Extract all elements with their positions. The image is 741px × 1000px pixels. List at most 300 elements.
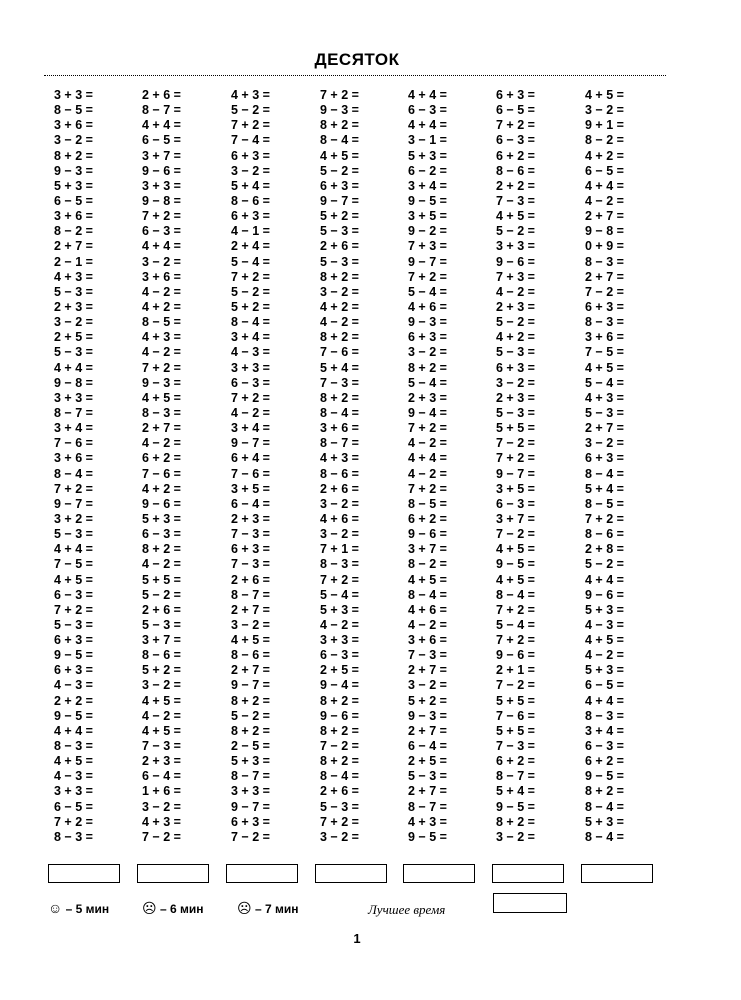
exercise-item: 4 + 2 =: [142, 299, 181, 314]
exercise-item: 7 + 2 =: [496, 118, 535, 133]
exercise-item: 4 − 2 =: [320, 617, 359, 632]
exercise-item: 3 + 5 =: [408, 209, 447, 224]
exercise-item: 5 + 3 =: [142, 511, 181, 526]
exercise-item: 4 + 5 =: [585, 633, 624, 648]
exercise-item: 3 − 2 =: [585, 103, 624, 118]
exercise-item: 3 − 2 =: [54, 315, 93, 330]
exercise-item: 4 − 2 =: [585, 193, 624, 208]
exercise-item: 7 + 2 =: [496, 633, 535, 648]
exercise-item: 8 − 3 =: [585, 708, 624, 723]
exercise-item: 4 + 5 =: [585, 88, 624, 102]
exercise-item: 3 − 2 =: [496, 829, 535, 844]
exercise-item: 4 − 2 =: [142, 284, 181, 299]
exercise-item: 8 − 6 =: [142, 648, 181, 663]
exercise-item: 7 − 3 =: [320, 375, 359, 390]
exercise-item: 7 + 2 =: [496, 602, 535, 617]
exercise-item: 8 + 2 =: [320, 118, 359, 133]
exercise-item: 9 − 4 =: [408, 405, 447, 420]
exercise-item: 3 + 3 =: [142, 178, 181, 193]
exercise-item: 4 − 2 =: [142, 557, 181, 572]
exercise-item: 7 − 6 =: [142, 466, 181, 481]
exercise-item: 7 + 1 =: [320, 542, 359, 557]
exercise-item: 5 − 3 =: [320, 799, 359, 814]
exercise-item: 4 + 3 =: [142, 330, 181, 345]
exercise-column: [496, 88, 576, 845]
exercise-item: 7 + 2 =: [585, 511, 624, 526]
exercise-item: 2 + 7 =: [585, 209, 624, 224]
exercise-item: 4 + 5 =: [585, 360, 624, 375]
exercise-item: 4 − 2 =: [496, 284, 535, 299]
exercise-item: 5 + 4 =: [585, 481, 624, 496]
exercise-item: 7 − 2 =: [320, 739, 359, 754]
exercise-item: 8 − 7 =: [496, 769, 535, 784]
exercise-item: 2 + 6 =: [320, 239, 359, 254]
exercise-item: 6 − 2 =: [408, 163, 447, 178]
exercise-item: 6 + 3 =: [231, 542, 270, 557]
exercise-item: 7 + 2 =: [408, 421, 447, 436]
exercise-item: 4 + 4 =: [54, 723, 93, 738]
exercise-item: 8 − 6 =: [320, 466, 359, 481]
exercise-item: 7 − 2 =: [496, 527, 535, 542]
exercise-item: 9 − 3 =: [142, 375, 181, 390]
exercise-item: 6 − 4 =: [231, 496, 270, 511]
exercise-item: 8 − 4 =: [585, 466, 624, 481]
exercise-item: 6 + 3 =: [585, 451, 624, 466]
exercise-item: 4 + 5 =: [496, 542, 535, 557]
exercise-item: 3 − 2 =: [142, 254, 181, 269]
exercise-item: 7 − 6 =: [54, 436, 93, 451]
exercise-column: [408, 88, 488, 845]
exercise-item: 6 − 4 =: [142, 769, 181, 784]
exercise-item: 7 − 4 =: [231, 133, 270, 148]
exercise-item: 4 + 5 =: [54, 572, 93, 587]
exercise-item: 5 − 4 =: [231, 254, 270, 269]
exercise-item: 9 − 6 =: [496, 648, 535, 663]
exercise-item: 2 + 7 =: [408, 784, 447, 799]
exercise-item: 5 + 5 =: [142, 572, 181, 587]
exercise-item: 3 + 4 =: [231, 330, 270, 345]
exercise-item: 9 − 6 =: [496, 254, 535, 269]
exercise-item: 6 + 3 =: [496, 360, 535, 375]
exercise-item: 8 − 5 =: [408, 496, 447, 511]
exercise-item: 9 − 7 =: [320, 193, 359, 208]
exercise-item: 0 + 9 =: [585, 239, 624, 254]
exercise-item: 3 + 4 =: [54, 421, 93, 436]
exercise-item: 6 − 3 =: [54, 587, 93, 602]
exercise-item: 4 + 5 =: [54, 754, 93, 769]
exercise-item: 3 + 7 =: [496, 511, 535, 526]
exercise-item: 5 + 3 =: [231, 754, 270, 769]
exercise-item: 9 − 8 =: [585, 224, 624, 239]
exercise-item: 8 + 2 =: [496, 814, 535, 829]
exercise-item: 9 − 3 =: [54, 163, 93, 178]
exercise-item: 3 + 4 =: [585, 723, 624, 738]
exercise-item: 4 + 5 =: [142, 723, 181, 738]
exercise-item: 9 − 6 =: [142, 163, 181, 178]
exercise-columns: [54, 88, 674, 858]
sad-face-icon: ☹: [237, 900, 252, 916]
exercise-item: 3 − 1 =: [408, 133, 447, 148]
exercise-item: 5 − 3 =: [320, 224, 359, 239]
exercise-item: 9 − 5 =: [54, 648, 93, 663]
exercise-item: 9 − 7 =: [408, 254, 447, 269]
exercise-item: 4 + 3 =: [408, 814, 447, 829]
exercise-item: 8 − 7 =: [320, 436, 359, 451]
answer-box[interactable]: [137, 864, 209, 883]
legend-text: – 6 мин: [156, 902, 204, 916]
exercise-item: 6 − 3 =: [496, 133, 535, 148]
exercise-item: 5 − 2 =: [142, 587, 181, 602]
exercise-item: 8 − 6 =: [496, 163, 535, 178]
exercise-item: 9 − 7 =: [231, 678, 270, 693]
exercise-item: 3 + 2 =: [54, 511, 93, 526]
exercise-item: 2 + 3 =: [496, 390, 535, 405]
exercise-item: 3 + 3 =: [54, 784, 93, 799]
exercise-item: 4 + 4 =: [142, 118, 181, 133]
exercise-item: 4 − 3 =: [54, 769, 93, 784]
exercise-item: 3 + 6 =: [54, 451, 93, 466]
exercise-item: 6 + 2 =: [496, 754, 535, 769]
exercise-item: 4 + 4 =: [408, 118, 447, 133]
exercise-item: 3 + 6 =: [54, 118, 93, 133]
exercise-item: 2 + 7 =: [231, 663, 270, 678]
exercise-item: 7 − 2 =: [142, 829, 181, 844]
exercise-item: 7 + 2 =: [408, 269, 447, 284]
exercise-item: 7 − 5 =: [54, 557, 93, 572]
exercise-item: 8 − 3 =: [54, 739, 93, 754]
exercise-item: 6 + 3 =: [496, 88, 535, 102]
answer-box[interactable]: [403, 864, 475, 883]
exercise-item: 7 − 3 =: [496, 739, 535, 754]
exercise-item: 8 + 2 =: [54, 148, 93, 163]
exercise-item: 7 + 2 =: [231, 390, 270, 405]
exercise-item: 6 + 3 =: [54, 663, 93, 678]
exercise-item: 2 + 3 =: [54, 299, 93, 314]
exercise-item: 5 − 4 =: [408, 284, 447, 299]
exercise-item: 8 + 2 =: [320, 723, 359, 738]
exercise-item: 5 − 2 =: [231, 103, 270, 118]
exercise-item: 9 − 5 =: [54, 708, 93, 723]
exercise-item: 5 − 3 =: [496, 345, 535, 360]
exercise-item: 8 − 2 =: [408, 557, 447, 572]
exercise-item: 6 − 5 =: [54, 193, 93, 208]
exercise-item: 5 + 3 =: [585, 602, 624, 617]
exercise-item: 8 − 5 =: [54, 103, 93, 118]
legend-5-min: [48, 900, 109, 916]
legend-text: – 7 мин: [251, 902, 299, 916]
exercise-item: 9 − 6 =: [585, 587, 624, 602]
exercise-item: 5 + 5 =: [496, 723, 535, 738]
page-number: 1: [353, 931, 361, 946]
exercise-item: 5 − 3 =: [54, 284, 93, 299]
exercise-item: 5 + 2 =: [231, 299, 270, 314]
exercise-item: 6 − 5 =: [496, 103, 535, 118]
exercise-item: 4 − 3 =: [231, 345, 270, 360]
exercise-item: 3 − 2 =: [408, 345, 447, 360]
exercise-item: 8 − 4 =: [585, 799, 624, 814]
exercise-item: 2 + 4 =: [231, 239, 270, 254]
exercise-item: 7 + 2 =: [54, 814, 93, 829]
exercise-item: 5 + 4 =: [231, 178, 270, 193]
exercise-item: 8 − 2 =: [585, 133, 624, 148]
exercise-item: 6 − 3 =: [142, 224, 181, 239]
exercise-item: 4 + 5 =: [231, 633, 270, 648]
exercise-item: 2 + 3 =: [496, 299, 535, 314]
exercise-item: 7 − 3 =: [231, 527, 270, 542]
exercise-item: 3 − 2 =: [408, 678, 447, 693]
exercise-item: 8 − 4 =: [585, 829, 624, 844]
exercise-item: 5 + 3 =: [320, 602, 359, 617]
exercise-item: 4 + 5 =: [496, 209, 535, 224]
exercise-item: 4 + 3 =: [231, 88, 270, 102]
exercise-item: 4 − 2 =: [408, 466, 447, 481]
exercise-item: 2 − 1 =: [54, 254, 93, 269]
exercise-item: 4 + 5 =: [142, 390, 181, 405]
exercise-item: 9 − 7 =: [54, 496, 93, 511]
exercise-item: 4 + 2 =: [496, 330, 535, 345]
exercise-item: 2 + 5 =: [54, 330, 93, 345]
exercise-item: 7 + 3 =: [496, 269, 535, 284]
exercise-item: 3 − 2 =: [142, 799, 181, 814]
exercise-item: 7 − 2 =: [496, 436, 535, 451]
exercise-item: 3 + 6 =: [320, 421, 359, 436]
exercise-item: 3 − 2 =: [320, 284, 359, 299]
exercise-item: 5 + 2 =: [408, 693, 447, 708]
exercise-item: 4 − 1 =: [231, 224, 270, 239]
exercise-item: 8 − 2 =: [54, 224, 93, 239]
legend-6-min: [142, 900, 203, 917]
exercise-item: 6 + 2 =: [585, 754, 624, 769]
dotted-divider: [44, 75, 666, 76]
exercise-item: 5 − 3 =: [54, 617, 93, 632]
legend-7-min: [237, 900, 298, 917]
exercise-item: 8 − 4 =: [54, 466, 93, 481]
exercise-item: 8 + 2 =: [231, 693, 270, 708]
exercise-item: 3 − 2 =: [496, 375, 535, 390]
exercise-item: 9 − 5 =: [408, 193, 447, 208]
exercise-item: 8 − 5 =: [142, 315, 181, 330]
exercise-item: 4 − 2 =: [408, 617, 447, 632]
exercise-item: 9 − 8 =: [142, 193, 181, 208]
exercise-item: 7 − 3 =: [142, 739, 181, 754]
exercise-item: 5 − 3 =: [585, 405, 624, 420]
exercise-item: 4 + 5 =: [320, 148, 359, 163]
exercise-item: 4 + 6 =: [320, 511, 359, 526]
exercise-item: 4 + 3 =: [54, 269, 93, 284]
exercise-item: 3 + 3 =: [231, 360, 270, 375]
exercise-item: 9 − 6 =: [142, 496, 181, 511]
exercise-item: 5 − 3 =: [320, 254, 359, 269]
exercise-item: 5 + 5 =: [496, 421, 535, 436]
exercise-item: 3 + 7 =: [142, 633, 181, 648]
exercise-item: 9 + 1 =: [585, 118, 624, 133]
exercise-item: 6 − 3 =: [231, 375, 270, 390]
exercise-item: 7 − 2 =: [496, 678, 535, 693]
exercise-item: 2 + 6 =: [142, 602, 181, 617]
exercise-item: 4 + 3 =: [585, 390, 624, 405]
exercise-item: 2 + 3 =: [231, 511, 270, 526]
exercise-item: 7 − 6 =: [231, 466, 270, 481]
exercise-column: [142, 88, 222, 845]
exercise-item: 2 + 6 =: [320, 481, 359, 496]
exercise-item: 4 + 5 =: [408, 572, 447, 587]
exercise-item: 4 + 2 =: [585, 148, 624, 163]
exercise-item: 4 − 2 =: [408, 436, 447, 451]
exercise-item: 7 + 2 =: [231, 269, 270, 284]
exercise-item: 8 − 4 =: [231, 315, 270, 330]
exercise-item: 8 − 3 =: [585, 254, 624, 269]
exercise-item: 8 − 3 =: [54, 829, 93, 844]
exercise-item: 8 − 7 =: [231, 587, 270, 602]
exercise-item: 6 − 3 =: [585, 739, 624, 754]
exercise-item: 4 − 3 =: [54, 678, 93, 693]
exercise-item: 5 − 2 =: [496, 224, 535, 239]
exercise-item: 1 + 6 =: [142, 784, 181, 799]
exercise-item: 5 − 2 =: [231, 284, 270, 299]
exercise-item: 8 − 6 =: [585, 527, 624, 542]
exercise-item: 4 − 2 =: [585, 648, 624, 663]
exercise-item: 2 + 3 =: [142, 754, 181, 769]
exercise-item: 7 + 2 =: [408, 481, 447, 496]
exercise-item: 8 + 2 =: [320, 754, 359, 769]
answer-box[interactable]: [226, 864, 298, 883]
exercise-item: 7 − 6 =: [496, 708, 535, 723]
exercise-column: [231, 88, 311, 845]
exercise-item: 5 − 3 =: [54, 527, 93, 542]
exercise-item: 4 − 2 =: [320, 315, 359, 330]
exercise-item: 9 − 4 =: [320, 678, 359, 693]
exercise-item: 5 − 2 =: [585, 557, 624, 572]
exercise-item: 7 + 2 =: [231, 118, 270, 133]
exercise-item: 4 − 2 =: [142, 436, 181, 451]
exercise-item: 2 + 5 =: [408, 754, 447, 769]
exercise-item: 6 + 3 =: [231, 148, 270, 163]
exercise-item: 9 − 3 =: [408, 315, 447, 330]
exercise-item: 3 − 2 =: [320, 829, 359, 844]
exercise-item: 5 + 5 =: [496, 693, 535, 708]
exercise-item: 2 + 6 =: [320, 784, 359, 799]
legend-text: – 5 мин: [62, 902, 110, 916]
best-time-box[interactable]: [493, 893, 567, 913]
exercise-column: [585, 88, 665, 845]
answer-box[interactable]: [48, 864, 120, 883]
exercise-item: 2 + 7 =: [408, 723, 447, 738]
exercise-item: 7 − 3 =: [496, 193, 535, 208]
best-time-label: Лучшее время: [368, 902, 446, 917]
exercise-column: [54, 88, 134, 845]
exercise-item: 4 + 4 =: [585, 693, 624, 708]
exercise-item: 8 + 2 =: [320, 269, 359, 284]
exercise-item: 3 + 4 =: [408, 178, 447, 193]
exercise-item: 8 + 2 =: [320, 693, 359, 708]
exercise-item: 3 − 2 =: [585, 436, 624, 451]
exercise-item: 2 + 7 =: [142, 421, 181, 436]
exercise-column: [320, 88, 400, 845]
exercise-item: 7 + 2 =: [54, 602, 93, 617]
smile-face-icon: ☺: [48, 900, 63, 916]
exercise-item: 6 − 4 =: [408, 739, 447, 754]
exercise-item: 9 − 2 =: [408, 224, 447, 239]
exercise-item: 2 + 7 =: [54, 239, 93, 254]
exercise-item: 3 + 4 =: [231, 421, 270, 436]
exercise-item: 9 − 7 =: [231, 799, 270, 814]
exercise-item: 6 − 3 =: [320, 648, 359, 663]
exercise-item: 9 − 5 =: [496, 557, 535, 572]
exercise-item: 7 − 6 =: [320, 345, 359, 360]
exercise-item: 2 + 5 =: [320, 663, 359, 678]
exercise-item: 8 − 3 =: [585, 315, 624, 330]
exercise-item: 4 − 3 =: [585, 617, 624, 632]
exercise-item: 8 − 7 =: [54, 405, 93, 420]
exercise-item: 6 − 3 =: [142, 527, 181, 542]
exercise-item: 8 + 2 =: [231, 723, 270, 738]
exercise-item: 3 + 5 =: [496, 481, 535, 496]
exercise-item: 5 + 2 =: [142, 663, 181, 678]
exercise-item: 4 + 2 =: [320, 299, 359, 314]
exercise-item: 9 − 5 =: [585, 769, 624, 784]
exercise-item: 5 − 3 =: [408, 769, 447, 784]
exercise-item: 4 + 4 =: [408, 451, 447, 466]
exercise-item: 6 + 3 =: [231, 209, 270, 224]
answer-box[interactable]: [315, 864, 387, 883]
exercise-item: 9 − 3 =: [320, 103, 359, 118]
answer-box[interactable]: [581, 864, 653, 883]
exercise-item: 7 − 2 =: [585, 284, 624, 299]
exercise-item: 2 + 2 =: [54, 693, 93, 708]
exercise-item: 5 − 4 =: [496, 617, 535, 632]
exercise-item: 8 + 2 =: [320, 390, 359, 405]
exercise-item: 9 − 6 =: [320, 708, 359, 723]
exercise-item: 6 − 5 =: [54, 799, 93, 814]
exercise-item: 6 + 4 =: [231, 451, 270, 466]
exercise-item: 5 − 2 =: [231, 708, 270, 723]
exercise-item: 4 + 4 =: [585, 178, 624, 193]
exercise-item: 3 + 6 =: [142, 269, 181, 284]
exercise-item: 6 + 3 =: [231, 814, 270, 829]
exercise-item: 2 + 2 =: [496, 178, 535, 193]
exercise-item: 8 − 6 =: [231, 648, 270, 663]
exercise-item: 2 − 5 =: [231, 739, 270, 754]
exercise-item: 3 + 7 =: [142, 148, 181, 163]
exercise-item: 6 − 5 =: [585, 163, 624, 178]
exercise-item: 6 + 3 =: [408, 330, 447, 345]
exercise-item: 6 + 2 =: [496, 148, 535, 163]
exercise-item: 5 + 4 =: [320, 360, 359, 375]
exercise-item: 8 − 4 =: [408, 587, 447, 602]
exercise-item: 4 + 6 =: [408, 602, 447, 617]
exercise-item: 7 + 2 =: [54, 481, 93, 496]
exercise-item: 6 + 3 =: [54, 633, 93, 648]
exercise-item: 5 − 3 =: [54, 345, 93, 360]
exercise-item: 4 + 2 =: [142, 481, 181, 496]
exercise-item: 6 + 3 =: [320, 178, 359, 193]
exercise-item: 8 − 3 =: [142, 405, 181, 420]
exercise-item: 4 + 5 =: [142, 693, 181, 708]
exercise-item: 4 + 4 =: [54, 542, 93, 557]
exercise-item: 7 − 3 =: [408, 648, 447, 663]
exercise-item: 6 − 5 =: [585, 678, 624, 693]
exercise-item: 4 + 4 =: [408, 88, 447, 102]
exercise-item: 3 − 2 =: [142, 678, 181, 693]
exercise-item: 5 − 2 =: [320, 163, 359, 178]
exercise-item: 8 − 7 =: [408, 799, 447, 814]
exercise-item: 3 + 6 =: [585, 330, 624, 345]
exercise-item: 5 + 3 =: [585, 663, 624, 678]
exercise-item: 4 + 4 =: [585, 572, 624, 587]
exercise-item: 6 + 2 =: [142, 451, 181, 466]
answer-box[interactable]: [492, 864, 564, 883]
exercise-item: 5 − 4 =: [585, 375, 624, 390]
